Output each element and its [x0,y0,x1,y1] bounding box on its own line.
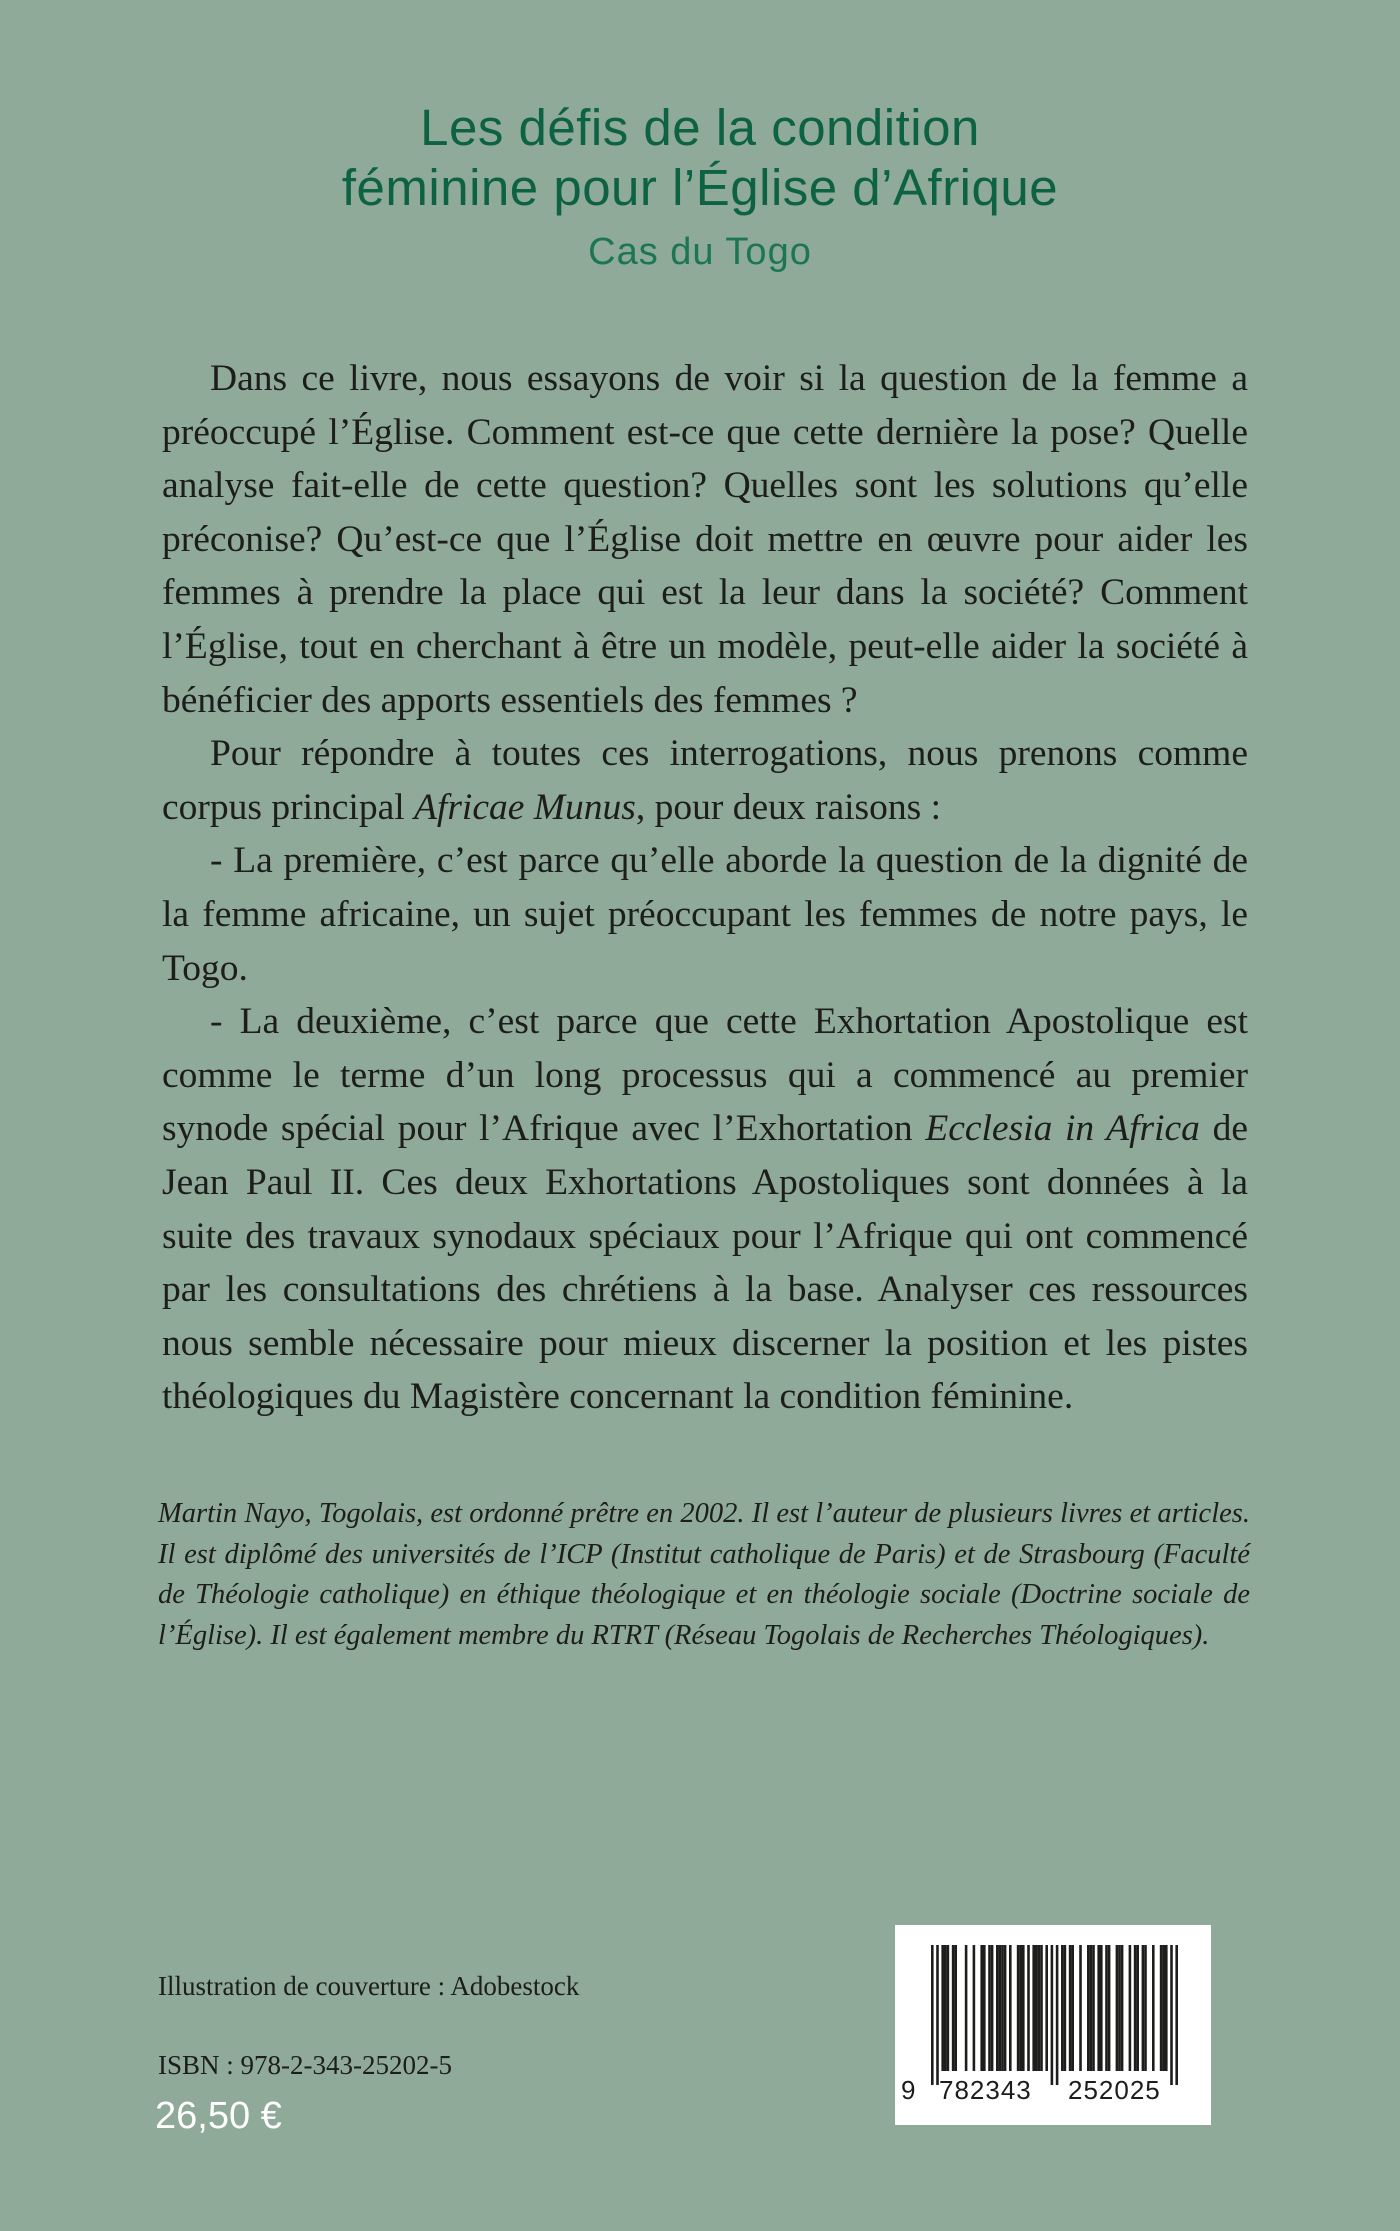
barcode-digits-left: 782343 [939,2075,1032,2105]
barcode-bar [1069,1945,1072,2071]
barcode [895,1925,1211,2125]
barcode-bar [1142,1945,1145,2071]
blurb-reason-2 [162,995,1248,1424]
blurb-p2-text: Pour répondre à toutes ces interrogations, nous prenons comme corpus principal [162,733,1248,828]
barcode-bar [983,1945,986,2071]
barcode-bar [1071,1945,1074,2071]
barcode-bar [1090,1945,1093,2071]
barcode-bar [1022,1945,1025,2071]
barcode-bar [1136,1945,1139,2071]
barcode-bar [999,1945,1002,2071]
book-title-line-2: féminine pour l’Église d’Afrique [341,159,1059,216]
barcode-bar [1121,1945,1124,2071]
barcode-guard-bar [936,1945,939,2085]
barcode-bar [973,1945,976,2071]
back-cover-blurb [162,352,1248,1424]
barcode-bar [1079,1945,1082,2071]
barcode-bar [1165,1945,1168,2071]
barcode-bar [1087,1945,1090,2071]
author-bio: Martin Nayo, Togolais, est ordonné prêtre en 2002. Il est l’auteur de plusieurs livres et articles. Il est diplômé des universités de l’ICP (Institut catholique de Paris) et de Strasbourg (Faculté de Théologie catholique) en éthique théologique et en théologie sociale (Doctrine sociale de l’Église). Il est également membre du RTRT (Réseau Togolais de Recherches Théologiques). [158,1498,1250,1651]
barcode-bar [952,1945,955,2071]
blurb-p2-text-end: , pour deux raisons : [635,786,942,828]
barcode-bar [1038,1945,1041,2071]
barcode-bar [947,1945,950,2071]
blurb-p2-title-africae-munus: Africae Munus [414,786,636,828]
blurb-p4-title-ecclesia-in-africa: Ecclesia in Africa [925,1108,1200,1150]
barcode-bar [1162,1945,1165,2071]
barcode-bar [1108,1945,1111,2071]
barcode-bar [1009,1945,1012,2071]
book-title-line-1: Les défis de la condition [420,99,980,156]
barcode-digits-right: 252025 [1068,2075,1161,2105]
barcode-bar [1100,1945,1103,2071]
barcode-bar [1045,1945,1048,2071]
book-subtitle: Cas du Togo [588,231,812,273]
barcode-bar [954,1945,957,2071]
barcode-bar [1001,1945,1004,2071]
barcode-bar [1116,1945,1119,2071]
blurb-paragraph-1: Dans ce livre, nous essayons de voir si la question de la femme a préoccupé l’Église. Comment est-ce que cette dernière la pose? Quelle analyse fait-elle de cette question? Quelles sont les solutions qu’elle préconise? Qu’est-ce que l’Église doit mettre en œuvre pour aider les femmes à prendre la place qui est la leur dans la société? Comment l’Église, tout en cherchant à être un modèle, peut-elle aider la société à bénéficier des apports essentiels des femmes ? [162,358,1248,721]
blurb-p4-text-end: de Jean Paul II. Ces deux Exhortations Apostoliques sont données à la suite des travaux synodaux spéciaux pour l’Afrique qui ont commencé par les consultations des chrétiens à la base. Analyser ces ressources nous semble nécessaire pour mieux discerner la position et les pistes théologiques du Magistère concernant la condition féminine. [162,1108,1248,1418]
barcode-bar [1152,1945,1155,2071]
barcode-guard-bar [931,1945,934,2085]
illustration-credit: Illustration de couverture : Adobestock [158,1971,580,2001]
blurb-reason-1: - La première, c’est parce qu’elle aborde la question de la dignité de la femme africaine, un sujet préoccupant les femmes de notre pays, le Togo. [162,840,1248,989]
barcode-bar [941,1945,944,2071]
barcode-bar [1019,1945,1022,2071]
barcode-bar [1040,1945,1043,2071]
barcode-guard-bar [1175,1945,1178,2085]
barcode-bar [1118,1945,1121,2071]
barcode-bar [1035,1945,1038,2071]
price: 26,50 € [155,2095,282,2137]
barcode-bar [1160,1945,1163,2071]
barcode-guard-bar [1051,1945,1054,2085]
barcode-guard-bar [1056,1945,1059,2085]
barcode-bar [988,1945,991,2071]
barcode-bar [1129,1945,1132,2071]
barcode-bar [1032,1945,1035,2071]
barcode-bar [980,1945,983,2071]
barcode-bar [1097,1945,1100,2071]
barcode-digit-first: 9 [901,2075,917,2105]
cover-title-block [0,98,1400,276]
barcode-bar [1092,1945,1095,2071]
blurb-paragraph-2 [162,727,1248,834]
barcode-bar [944,1945,947,2071]
barcode-bar [1105,1945,1108,2071]
barcode-bar [1134,1945,1137,2071]
barcode-bar [991,1945,994,2071]
barcode-bar [1064,1945,1067,2071]
barcode-bar [965,1945,968,2071]
barcode-bar [1061,1945,1064,2071]
blurb-p4-text: - La deuxième, c’est parce que cette Exhortation Apostolique est comme le terme d’un long processus qui a commencé au premier synode spécial pour l’Afrique avec l’Exhortation [162,1001,1248,1150]
barcode-bar [1017,1945,1020,2071]
barcode-bar [996,1945,999,2071]
barcode-bar [1144,1945,1147,2071]
barcode-bar [1004,1945,1007,2071]
isbn-text: ISBN : 978-2-343-25202-5 [158,2050,452,2080]
barcode-guard-bar [1170,1945,1173,2085]
barcode-bar [1027,1945,1030,2071]
